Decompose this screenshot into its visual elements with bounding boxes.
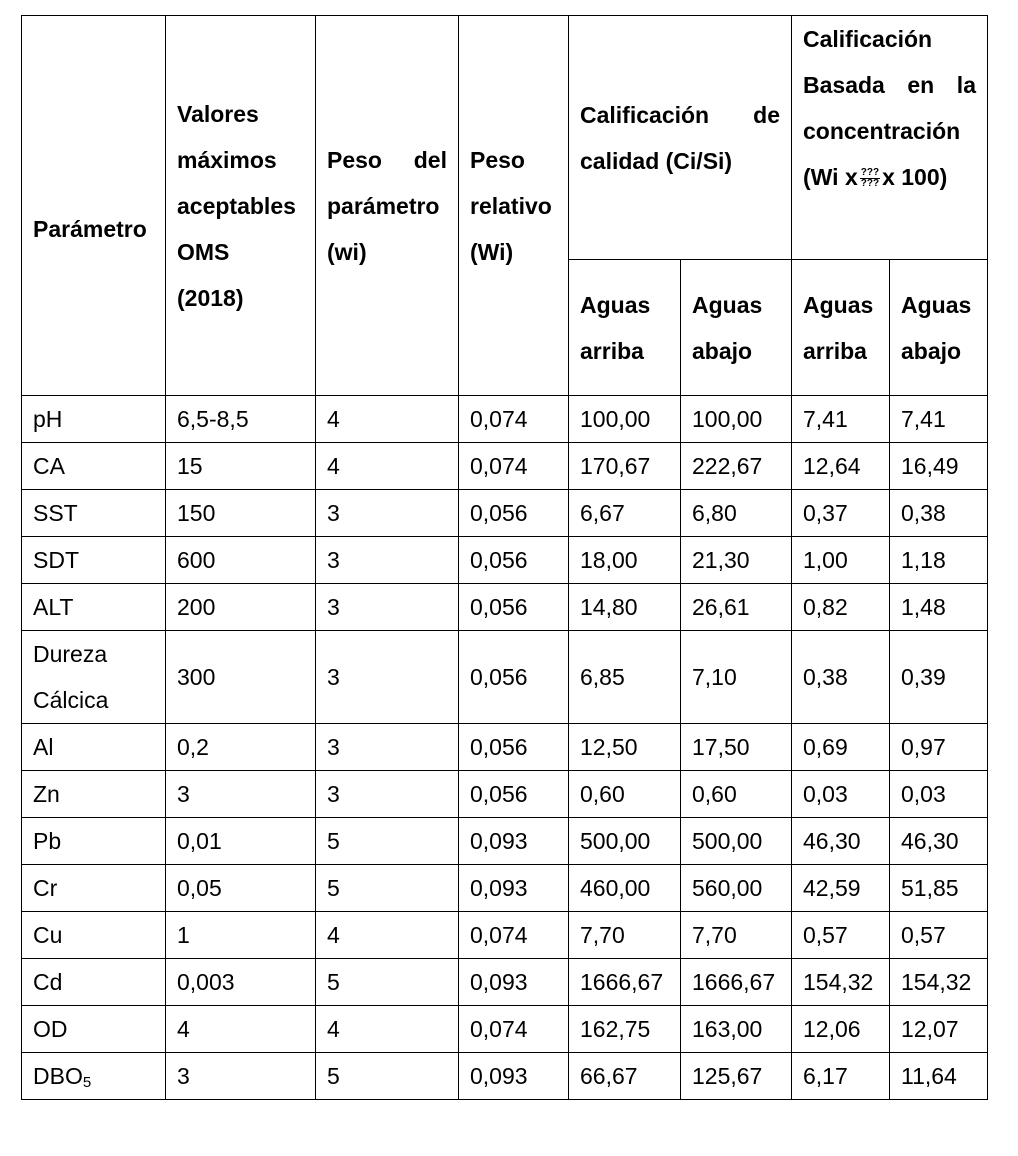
cell-concentracion-arriba: 46,30 (792, 818, 890, 865)
cell-concentracion-abajo: 154,32 (890, 959, 988, 1006)
cell-parametro: pH (22, 396, 166, 443)
table-row (22, 818, 988, 865)
cell-parametro: Zn (22, 771, 166, 818)
cell-parametro: SST (22, 490, 166, 537)
cell-valor-maximo: 6,5-8,5 (166, 396, 316, 443)
cell-calidad-arriba: 0,60 (569, 771, 681, 818)
cell-valor-maximo: 3 (166, 771, 316, 818)
cell-concentracion-arriba: 42,59 (792, 865, 890, 912)
cell-concentracion-abajo: 7,41 (890, 396, 988, 443)
cell-calidad-arriba: 1666,67 (569, 959, 681, 1006)
cell-calidad-arriba: 12,50 (569, 724, 681, 771)
cell-peso-relativo: 0,056 (459, 724, 569, 771)
formula-suffix: x 100) (882, 164, 948, 190)
cell-calidad-abajo: 7,10 (681, 631, 792, 724)
header-calificacion-calidad: Calificación de calidad (Ci/Si) (569, 16, 792, 260)
cell-peso-relativo: 0,074 (459, 1006, 569, 1053)
table-row (22, 865, 988, 912)
cell-concentracion-abajo: 0,03 (890, 771, 988, 818)
table-row (22, 1006, 988, 1053)
cell-peso-relativo: 0,074 (459, 912, 569, 959)
table-row (22, 631, 988, 724)
cell-concentracion-abajo: 0,57 (890, 912, 988, 959)
cell-valor-maximo: 200 (166, 584, 316, 631)
cell-concentracion-arriba: 0,57 (792, 912, 890, 959)
cell-peso-relativo: 0,093 (459, 959, 569, 1006)
cell-concentracion-abajo: 0,39 (890, 631, 988, 724)
cell-parametro: ALT (22, 584, 166, 631)
cell-concentracion-arriba: 12,64 (792, 443, 890, 490)
water-quality-table (21, 15, 988, 1100)
cell-concentracion-arriba: 1,00 (792, 537, 890, 584)
cell-calidad-abajo: 7,70 (681, 912, 792, 959)
cell-peso-parametro: 5 (316, 818, 459, 865)
table-row (22, 584, 988, 631)
table-row (22, 396, 988, 443)
cell-peso-relativo: 0,056 (459, 537, 569, 584)
cell-calidad-abajo: 163,00 (681, 1006, 792, 1053)
cell-peso-parametro: 5 (316, 865, 459, 912)
cell-concentracion-arriba: 0,37 (792, 490, 890, 537)
cell-parametro: OD (22, 1006, 166, 1053)
cell-calidad-abajo: 21,30 (681, 537, 792, 584)
header-valores-line: (2018) (177, 284, 244, 311)
cell-parametro: Cu (22, 912, 166, 959)
header-valores-line: máximos (177, 146, 277, 173)
cell-concentracion-abajo: 46,30 (890, 818, 988, 865)
cell-calidad-arriba: 66,67 (569, 1053, 681, 1100)
cell-concentracion-arriba: 0,38 (792, 631, 890, 724)
cell-peso-relativo: 0,056 (459, 584, 569, 631)
formula-numerator: ??? (860, 167, 880, 179)
cell-calidad-abajo: 26,61 (681, 584, 792, 631)
table-row (22, 1053, 988, 1100)
table-row (22, 537, 988, 584)
formula-prefix: (Wi x (803, 164, 858, 190)
cell-calidad-abajo: 500,00 (681, 818, 792, 865)
cell-calidad-arriba: 14,80 (569, 584, 681, 631)
cell-calidad-abajo: 100,00 (681, 396, 792, 443)
cell-parametro: Dureza Cálcica (22, 631, 166, 724)
cell-peso-parametro: 5 (316, 959, 459, 1006)
cell-calidad-arriba: 18,00 (569, 537, 681, 584)
cell-calidad-arriba: 170,67 (569, 443, 681, 490)
cell-calidad-arriba: 500,00 (569, 818, 681, 865)
cell-parametro (22, 1053, 166, 1100)
cell-calidad-arriba: 6,67 (569, 490, 681, 537)
header-valores-maximos (166, 16, 316, 396)
cell-peso-parametro: 3 (316, 724, 459, 771)
cell-peso-parametro: 3 (316, 490, 459, 537)
cell-peso-parametro: 5 (316, 1053, 459, 1100)
cell-concentracion-abajo: 12,07 (890, 1006, 988, 1053)
header-peso-relativo-symbol: (Wi) (470, 238, 514, 265)
header-calificacion-concentracion (792, 16, 988, 260)
cell-calidad-abajo: 0,60 (681, 771, 792, 818)
cell-concentracion-abajo: 0,38 (890, 490, 988, 537)
cell-valor-maximo: 300 (166, 631, 316, 724)
header-peso-parametro-symbol: (wi) (327, 238, 367, 265)
cell-peso-relativo: 0,056 (459, 771, 569, 818)
cell-peso-parametro: 3 (316, 771, 459, 818)
header-calidad-aguas-arriba: Aguas arriba (569, 260, 681, 396)
cell-calidad-abajo: 222,67 (681, 443, 792, 490)
header-concentracion-aguas-arriba: Aguas arriba (792, 260, 890, 396)
cell-peso-relativo: 0,093 (459, 818, 569, 865)
cell-valor-maximo: 0,2 (166, 724, 316, 771)
cell-calidad-abajo: 17,50 (681, 724, 792, 771)
cell-peso-parametro: 3 (316, 584, 459, 631)
table-row (22, 959, 988, 1006)
cell-peso-relativo: 0,093 (459, 1053, 569, 1100)
cell-parametro: Al (22, 724, 166, 771)
cell-parametro: SDT (22, 537, 166, 584)
table-body (22, 396, 988, 1053)
cell-peso-parametro: 3 (316, 537, 459, 584)
cell-concentracion-arriba: 7,41 (792, 396, 890, 443)
cell-valor-maximo: 15 (166, 443, 316, 490)
cell-peso-relativo: 0,056 (459, 631, 569, 724)
cell-parametro: Pb (22, 818, 166, 865)
cell-calidad-arriba: 100,00 (569, 396, 681, 443)
header-calificacion-concentracion-label: Calificación Basada en la concentración (803, 26, 976, 144)
cell-concentracion-abajo: 1,48 (890, 584, 988, 631)
table-row (22, 771, 988, 818)
cell-valor-maximo: 0,01 (166, 818, 316, 865)
formula-denominator: ??? (860, 178, 880, 190)
cell-peso-relativo: 0,093 (459, 865, 569, 912)
header-valores-line: aceptables (177, 192, 296, 219)
cell-calidad-arriba: 7,70 (569, 912, 681, 959)
cell-peso-parametro: 4 (316, 443, 459, 490)
cell-parametro: Cd (22, 959, 166, 1006)
table-row (22, 443, 988, 490)
cell-parametro: Cr (22, 865, 166, 912)
cell-valor-maximo: 3 (166, 1053, 316, 1100)
header-formula (803, 154, 976, 200)
cell-calidad-arriba: 162,75 (569, 1006, 681, 1053)
param-name: DBO (33, 1063, 83, 1089)
cell-peso-parametro: 4 (316, 1006, 459, 1053)
cell-calidad-abajo: 125,67 (681, 1053, 792, 1100)
header-peso-relativo (459, 16, 569, 396)
cell-concentracion-abajo: 16,49 (890, 443, 988, 490)
header-valores-line: Valores (177, 100, 259, 127)
cell-valor-maximo: 0,05 (166, 865, 316, 912)
cell-concentracion-arriba: 12,06 (792, 1006, 890, 1053)
cell-valor-maximo: 1 (166, 912, 316, 959)
header-peso-parametro (316, 16, 459, 396)
cell-calidad-abajo: 6,80 (681, 490, 792, 537)
cell-calidad-abajo: 560,00 (681, 865, 792, 912)
cell-concentracion-arriba: 154,32 (792, 959, 890, 1006)
table-row (22, 490, 988, 537)
cell-concentracion-abajo: 1,18 (890, 537, 988, 584)
cell-valor-maximo: 4 (166, 1006, 316, 1053)
cell-concentracion-arriba: 0,82 (792, 584, 890, 631)
cell-concentracion-arriba: 0,03 (792, 771, 890, 818)
cell-calidad-arriba: 460,00 (569, 865, 681, 912)
cell-valor-maximo: 0,003 (166, 959, 316, 1006)
header-valores-line: OMS (177, 238, 230, 265)
cell-peso-parametro: 4 (316, 912, 459, 959)
header-peso-relativo-label: Peso relativo (470, 146, 552, 219)
cell-valor-maximo: 600 (166, 537, 316, 584)
cell-peso-parametro: 3 (316, 631, 459, 724)
cell-concentracion-abajo: 51,85 (890, 865, 988, 912)
header-parametro: Parámetro (22, 16, 166, 396)
param-subscript: 5 (82, 1074, 92, 1091)
cell-peso-relativo: 0,074 (459, 396, 569, 443)
header-calidad-aguas-abajo: Aguas abajo (681, 260, 792, 396)
cell-concentracion-arriba: 0,69 (792, 724, 890, 771)
table-row (22, 724, 988, 771)
header-concentracion-aguas-abajo: Aguas abajo (890, 260, 988, 396)
cell-calidad-arriba: 6,85 (569, 631, 681, 724)
cell-concentracion-abajo: 11,64 (890, 1053, 988, 1100)
cell-concentracion-arriba: 6,17 (792, 1053, 890, 1100)
cell-valor-maximo: 150 (166, 490, 316, 537)
cell-calidad-abajo: 1666,67 (681, 959, 792, 1006)
header-peso-parametro-label: Peso del parámetro (327, 146, 447, 219)
cell-concentracion-abajo: 0,97 (890, 724, 988, 771)
table-row (22, 912, 988, 959)
cell-peso-relativo: 0,056 (459, 490, 569, 537)
cell-peso-parametro: 4 (316, 396, 459, 443)
formula-fraction (860, 168, 880, 189)
cell-parametro: CA (22, 443, 166, 490)
cell-peso-relativo: 0,074 (459, 443, 569, 490)
